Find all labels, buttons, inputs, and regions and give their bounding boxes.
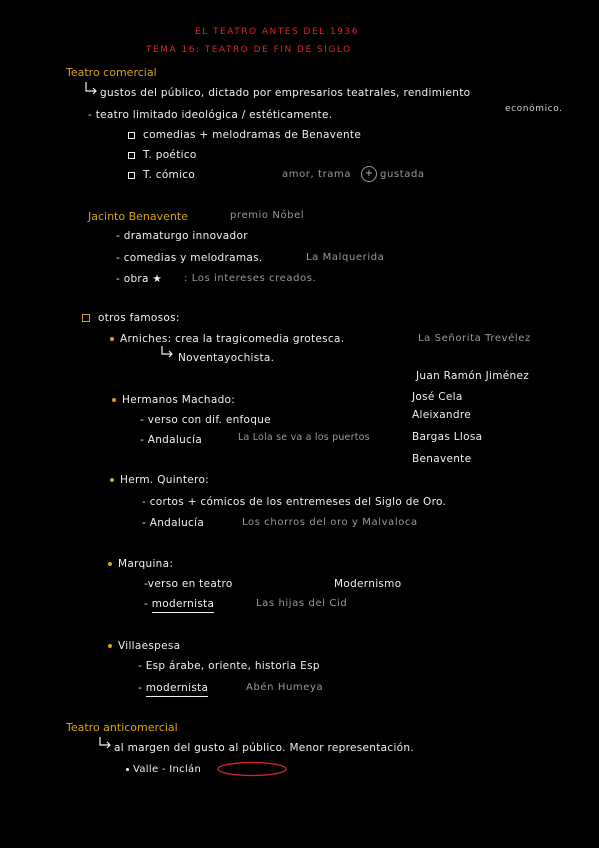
villaespesa-l2: - modernista — [138, 683, 208, 694]
checkbox-square-icon — [82, 314, 90, 322]
benavente-l3: - obra ★ — [116, 273, 163, 285]
plus-circle-icon: + — [361, 166, 377, 182]
arrow-icon — [98, 737, 112, 751]
list-item: T. cómico — [128, 170, 195, 181]
author-marquina: Marquina: — [108, 559, 173, 570]
arniches-sub: Noventayochista. — [178, 352, 275, 364]
arrow-icon — [84, 82, 98, 96]
name-list-item: Benavente — [412, 453, 472, 465]
benavente-prize: premio Nóbel — [230, 210, 305, 221]
machado-l1: - verso con dif. enfoque — [140, 414, 271, 426]
section-heading-anticomercial: Teatro anticomercial — [66, 721, 178, 734]
star-icon: ★ — [152, 273, 163, 285]
marquina-l1-note: Modernismo — [334, 578, 402, 590]
benavente-l1: - dramaturgo innovador — [116, 230, 248, 242]
quintero-l1: - cortos + cómicos de los entremeses del Siglo de Oro. — [142, 496, 447, 508]
bullet-icon — [110, 337, 114, 341]
checkbox-square-icon — [128, 172, 135, 179]
name-list-item: Aleixandre — [412, 409, 471, 421]
checkbox-square-icon — [128, 132, 135, 139]
anticomercial-line1: al margen del gusto al público. Menor representación. — [114, 742, 414, 754]
page-subtitle: TEMA 16: TEATRO DE FIN DE SIGLO — [146, 45, 352, 55]
author-benavente: Jacinto Benavente — [88, 210, 188, 223]
benavente-l3-note: : Los intereses creados. — [184, 273, 317, 284]
bullet-icon — [108, 562, 112, 566]
comercial-line1: gustos del público, dictado por empresarios teatrales, rendimiento — [100, 87, 471, 99]
bullet-icon — [108, 644, 112, 648]
benavente-l2-note: La Malquerida — [306, 252, 385, 263]
author-villaespesa: Villaespesa — [108, 641, 180, 652]
comico-note: amor, trama — [282, 169, 352, 180]
arrow-icon — [160, 346, 174, 360]
list-item: T. poético — [128, 150, 197, 161]
arniches-note: La Señorita Trevélez — [418, 333, 531, 344]
bullet-icon — [110, 478, 114, 482]
villaespesa-l2-note: Abén Humeya — [246, 682, 324, 693]
name-list-item: Juan Ramón Jiménez — [416, 370, 530, 382]
bullet-icon — [126, 768, 129, 771]
bullet-icon — [112, 398, 116, 402]
name-list-item: José Cela — [412, 391, 463, 403]
author-quintero: Herm. Quintero: — [110, 475, 209, 486]
author-machado: Hermanos Machado: — [112, 395, 235, 406]
checkbox-square-icon — [128, 152, 135, 159]
quintero-l2-note: Los chorros del oro y Malvaloca — [242, 517, 418, 528]
marquina-l2-note: Las hijas del Cid — [256, 598, 348, 609]
author-valle-inclan: Valle - Inclán — [126, 765, 201, 775]
red-ellipse-mark-icon — [216, 760, 290, 778]
machado-l2: - Andalucía — [140, 434, 203, 446]
author-arniches: Arniches: crea la tragicomedia grotesca. — [110, 334, 344, 345]
section-heading-comercial: Teatro comercial — [66, 66, 157, 79]
machado-l2-note: La Lola se va a los puertos — [238, 432, 370, 443]
marquina-l2: - modernista — [144, 599, 214, 610]
name-list-item: Bargas Llosa — [412, 431, 483, 443]
section-heading-otros: otros famosos: — [82, 313, 180, 324]
marquina-l1: -verso en teatro — [144, 578, 233, 590]
benavente-l2: - comedias y melodramas. — [116, 252, 263, 264]
villaespesa-l1: - Esp árabe, oriente, historia Esp — [138, 660, 320, 672]
comico-note2: gustada — [380, 169, 425, 180]
comercial-line1b: económico. — [505, 104, 563, 114]
list-item: comedias + melodramas de Benavente — [128, 130, 361, 141]
comercial-line2: - teatro limitado ideológica / estéticamente. — [88, 109, 333, 121]
page-title: EL TEATRO ANTES DEL 1936 — [195, 27, 359, 37]
quintero-l2: - Andalucía — [142, 517, 205, 529]
